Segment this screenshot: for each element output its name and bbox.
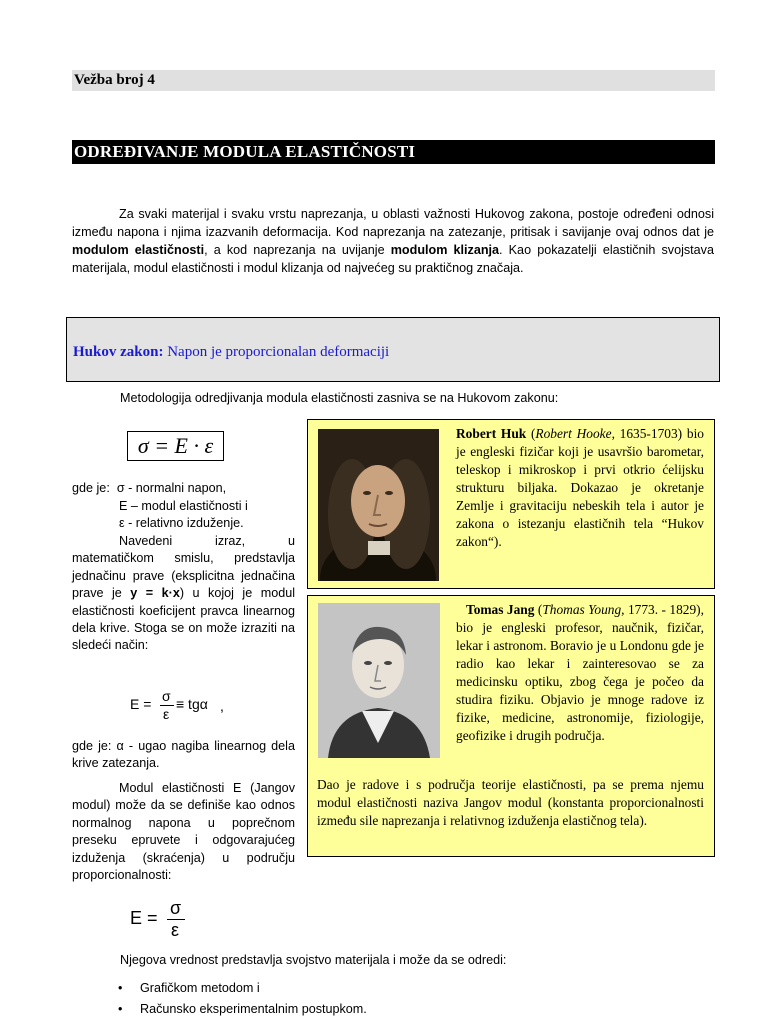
- hooke-bio-box: [307, 419, 715, 589]
- exercise-number: Vežba broj 4: [74, 72, 155, 88]
- young-bio-box: [307, 595, 715, 857]
- exercise-header: [72, 70, 715, 91]
- title-bar: [72, 140, 715, 164]
- definitions: gde je: σ - normalni napon, E – modul elastičnosti i ε - relativno izduženje.: [72, 481, 248, 531]
- term-shear-modulus: modulom klizanja: [390, 243, 500, 257]
- hooke-bio: Robert Huk (Robert Hooke, 1635-1703) bio je engleski fizičar koji je usavršio barometar, teleskop i mikroskop i prvi otkrio ćelijsku strukturu biljaka. Dokazao je okretanje Zemlje i gravitaciju nebeskih tela i autor je zakona o istezanju elastičnih tela “Hukov zakon“).: [456, 426, 704, 549]
- hooke-formula: σ = E · ε: [127, 431, 224, 461]
- hooke-law-box: [66, 317, 720, 382]
- methods-list: [118, 978, 367, 1020]
- term-modulus-elasticity: modulom elastičnosti: [72, 243, 205, 257]
- young-modulus-paragraph: Modul elastičnosti E (Jangov modul) može da se definiše kao odnos normalnog napona u poprečnom preseku epruvete i odgovarajućeg izduženja (skraćenja) u području proporcionalnosti:: [72, 781, 295, 883]
- value-text: Njegova vrednost predstavlja svojstvo materijala i može da se odredi:: [120, 953, 507, 967]
- slope-formula: E = σ ε ≡ tgα ,: [130, 688, 224, 722]
- young-bio-continued: Dao je radove i s područja teorije elastičnosti, pa se prema njemu modul elastičnosti naziva Jangov modul (konstanta proporcionalnosti između sile naprezanja i relativnog izduženja elastičnog tela).: [317, 777, 704, 828]
- young-bio: Tomas Jang (Thomas Young, 1773. - 1829), bio je engleski profesor, naučnik, fizičar, lekar i astronom. Boravio je u Londonu gde je radio kao lekar i zainteresovao se za medicinsku optiku, zbog čega je počeo da studira fiziku. Objavio je mnoge radove iz fizike, medicine, astronomije, fiziologije, geofizike i drugih područja.: [456, 602, 704, 743]
- list-item: • Grafičkom metodom i: [118, 978, 367, 999]
- list-item: • Računsko eksperimentalnim postupkom.: [118, 999, 367, 1020]
- young-portrait: [318, 603, 440, 758]
- hooke-law-label: Hukov zakon:: [73, 344, 164, 360]
- young-formula: E = σ ε: [130, 898, 200, 944]
- hooke-portrait: [318, 429, 439, 581]
- intro-paragraph: Za svaki materijal i svaku vrstu naprezanja, u oblasti važnosti Hukovog zakona, postoje određeni odnosi između napona i njima izazvanih deformacija. Kod naprezanja na zatezanje, pritisak i savijanje ovaj odnos dat je modulom elastičnosti, a kod naprezanja na uvijanje modulom klizanja. Kao pokazatelji elastičnih svojstava materijala, modul elastičnosti i modul klizanja od najvećeg su praktičnog značaja.: [72, 207, 714, 275]
- line-equation-paragraph: Navedeni izraz, u matematičkom smislu, predstavlja jednačinu prave (eksplicitna jednačina prave je y = k·x) u kojoj je modul elastičnosti koeficijent pravca linearnog dela krive. Stoga se on može izraziti na sledeći način:: [72, 534, 296, 653]
- page-title: ODREĐIVANJE MODULA ELASTIČNOSTI: [74, 142, 416, 161]
- alpha-definition: gde je: α - ugao nagiba linearnog dela krive zatezanja.: [72, 739, 295, 771]
- hooke-law-text: Napon je proporcionalan deformaciji: [163, 344, 390, 360]
- methodology-text: Metodologija odredjivanja modula elastičnosti zasniva se na Hukovom zakonu:: [120, 391, 559, 405]
